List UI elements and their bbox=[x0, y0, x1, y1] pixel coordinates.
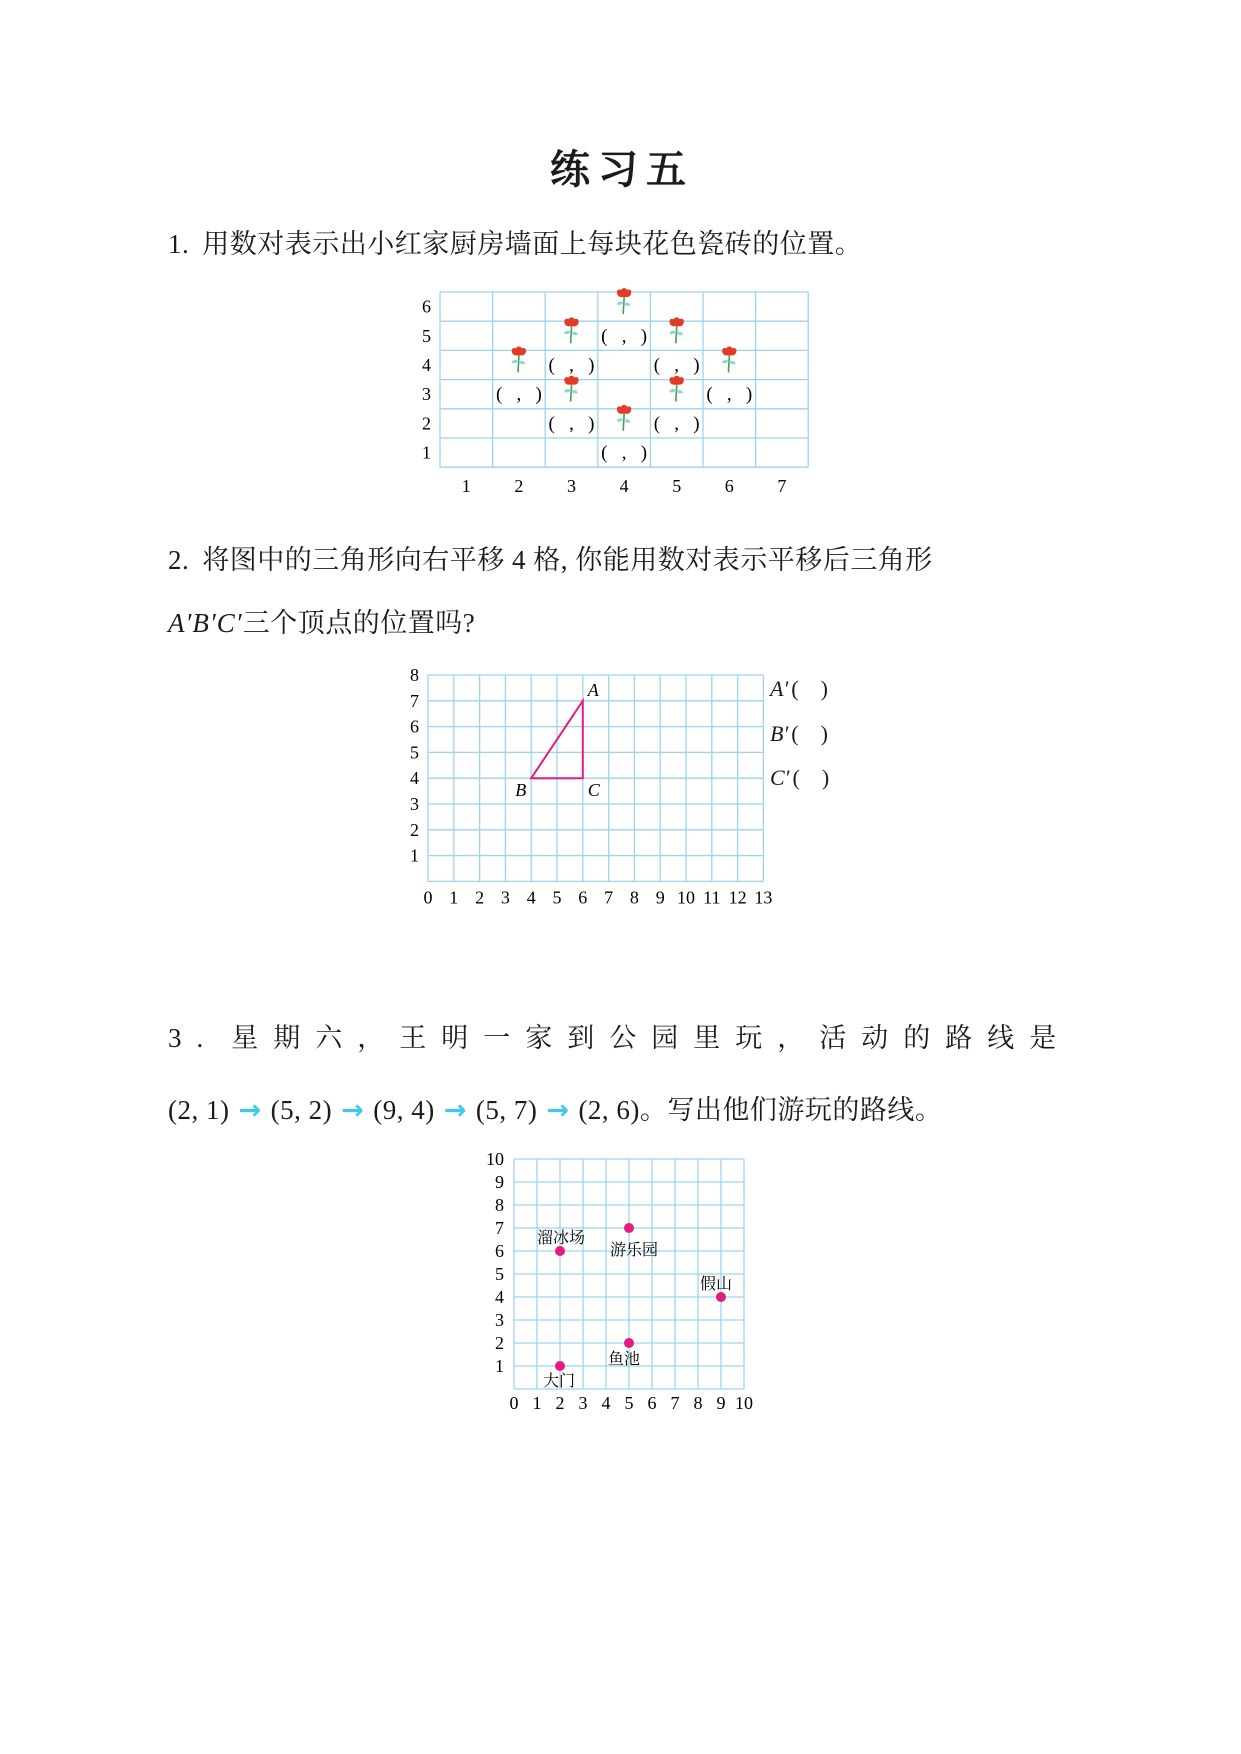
q1-coordinate-blank: ( , ) bbox=[548, 413, 595, 435]
q2-x-axis-label: 3 bbox=[500, 887, 510, 908]
q3-route-line bbox=[168, 1088, 942, 1127]
q1-col-label: 3 bbox=[567, 476, 576, 497]
q2-x-axis-label: 1 bbox=[449, 887, 459, 908]
flower-tile-icon bbox=[564, 317, 579, 343]
q3-x-axis-label: 3 bbox=[578, 1393, 588, 1413]
route-arrow-icon: → bbox=[546, 1095, 570, 1126]
q2-x-axis-label: 13 bbox=[754, 887, 773, 908]
q2-x-axis-label: 10 bbox=[677, 887, 695, 908]
q2-x-axis-label: 7 bbox=[604, 887, 614, 908]
q3-route-point: (9, 4) bbox=[373, 1095, 435, 1125]
q2-answer-b bbox=[770, 721, 829, 766]
flower-tile-icon bbox=[669, 317, 684, 343]
q3-park-map-figure bbox=[470, 1145, 770, 1417]
page-title: 练习五 bbox=[550, 147, 694, 192]
flower-tile-icon bbox=[669, 376, 684, 402]
q2-answer-c-letter: C′ bbox=[770, 765, 790, 790]
q3-x-axis-label: 6 bbox=[647, 1393, 657, 1413]
q3-route-point: (5, 2) bbox=[270, 1095, 333, 1125]
flower-tile-icon bbox=[617, 288, 632, 314]
q3-x-axis-label: 9 bbox=[716, 1393, 726, 1413]
q1-col-label: 1 bbox=[461, 476, 471, 497]
location-dot bbox=[624, 1338, 634, 1348]
q3-y-axis-label: 5 bbox=[495, 1264, 504, 1284]
route-arrow-icon: → bbox=[238, 1095, 262, 1126]
q2-answer-c bbox=[770, 765, 829, 810]
q3-x-axis-label: 4 bbox=[601, 1393, 611, 1413]
q3-number: 3. bbox=[168, 1023, 219, 1053]
q2-answer-b-blank: ( ) bbox=[791, 720, 828, 746]
q2-answer-a bbox=[770, 676, 829, 721]
q2-text2: 三个顶点的位置吗? bbox=[242, 608, 476, 638]
q2-x-axis-label: 4 bbox=[526, 887, 536, 908]
location-label: 溜冰场 bbox=[537, 1230, 586, 1247]
q2-y-axis-label: 5 bbox=[410, 742, 419, 763]
q3-x-axis-label: 8 bbox=[693, 1393, 703, 1413]
q2-triangle-grid-figure bbox=[400, 665, 780, 911]
q3-route-point: (5, 7) bbox=[475, 1095, 538, 1125]
q1-col-label: 4 bbox=[619, 476, 629, 497]
location-label: 游乐园 bbox=[610, 1242, 659, 1259]
location-dot bbox=[555, 1361, 565, 1371]
q3-text: 星期六，王明一家到公园里玩，活动的路线是 bbox=[231, 1023, 1072, 1053]
q2-y-axis-label: 2 bbox=[410, 819, 419, 840]
q2-x-axis-label: 12 bbox=[728, 887, 747, 908]
q1-tile-grid-figure bbox=[405, 285, 817, 503]
q1-row-label: 1 bbox=[422, 442, 431, 463]
q2-y-axis-label: 1 bbox=[410, 845, 419, 866]
grid-lines bbox=[440, 292, 808, 467]
q3-x-axis-label: 5 bbox=[624, 1393, 634, 1413]
q3-x-axis-label: 10 bbox=[735, 1393, 753, 1413]
q2-number: 2. bbox=[168, 545, 190, 575]
q1-coordinate-blank: ( , ) bbox=[601, 442, 648, 464]
q2-y-axis-label: 4 bbox=[410, 768, 419, 789]
location-dot bbox=[716, 1292, 726, 1302]
q1-coordinate-blank: ( , ) bbox=[653, 413, 700, 435]
q2-x-axis-label: 9 bbox=[655, 887, 665, 908]
q3-text-end: 。写出他们游玩的路线。 bbox=[639, 1095, 943, 1125]
route-arrow-icon: → bbox=[443, 1095, 467, 1126]
q1-coordinate-blank: ( , ) bbox=[495, 384, 542, 406]
flower-tile-icon bbox=[511, 347, 526, 373]
q1-coordinate-blank: ( , ) bbox=[706, 384, 753, 406]
q1-text: 用数对表示出小红家厨房墙面上每块花色瓷砖的位置。 bbox=[202, 229, 863, 259]
q3-y-axis-label: 9 bbox=[495, 1172, 504, 1192]
q1-row-label: 2 bbox=[422, 413, 431, 434]
q1-col-label: 7 bbox=[777, 476, 787, 497]
q2-x-axis-label: 11 bbox=[703, 887, 721, 908]
q2-y-axis-label: 8 bbox=[410, 665, 419, 685]
q3-x-axis-label: 1 bbox=[532, 1393, 542, 1413]
q3-x-axis-label: 2 bbox=[555, 1393, 565, 1413]
q3-y-axis-label: 3 bbox=[495, 1310, 504, 1330]
q2-statement-line2 bbox=[168, 601, 475, 640]
q3-y-axis-label: 7 bbox=[495, 1218, 504, 1238]
vertex-label-c: C bbox=[587, 780, 600, 801]
q2-y-axis-label: 3 bbox=[410, 794, 419, 814]
flower-tile-icon bbox=[564, 376, 579, 402]
route-arrow-icon: → bbox=[341, 1095, 365, 1126]
q2-answer-c-blank: ( ) bbox=[792, 765, 830, 790]
q1-col-label: 5 bbox=[672, 476, 682, 497]
q2-answer-b-letter: B′ bbox=[770, 720, 789, 746]
q2-x-axis-label: 8 bbox=[629, 887, 639, 908]
location-dot bbox=[624, 1223, 634, 1233]
q1-statement bbox=[168, 222, 862, 261]
q2-y-axis-label: 7 bbox=[410, 690, 419, 711]
q2-answer-a-letter: A′ bbox=[770, 676, 789, 701]
vertex-label-a: A bbox=[587, 679, 599, 700]
location-dot bbox=[555, 1246, 565, 1256]
q2-vertex-letters: A′B′C′ bbox=[168, 608, 243, 638]
vertex-label-b: B bbox=[515, 780, 527, 801]
q3-route-point: (2, 1) bbox=[168, 1095, 230, 1125]
location-label: 鱼池 bbox=[608, 1351, 641, 1368]
q3-y-axis-label: 1 bbox=[495, 1356, 504, 1376]
q2-text: 将图中的三角形向右平移 4 格, 你能用数对表示平移后三角形 bbox=[202, 545, 933, 575]
q3-y-axis-label: 8 bbox=[495, 1195, 504, 1215]
q3-y-axis-label: 6 bbox=[495, 1241, 504, 1261]
q3-statement-line1 bbox=[168, 1016, 1071, 1055]
q2-statement-line1 bbox=[168, 538, 933, 577]
q1-row-label: 3 bbox=[422, 384, 431, 405]
q3-route-point: (2, 6) bbox=[578, 1095, 640, 1125]
q2-answer-a-blank: ( ) bbox=[791, 676, 828, 701]
q1-col-label: 6 bbox=[724, 476, 734, 497]
q3-y-axis-label: 4 bbox=[495, 1287, 504, 1307]
flower-tile-icon bbox=[722, 347, 737, 373]
q1-coordinate-blank: ( , ) bbox=[601, 325, 648, 347]
q2-x-axis-label: 0 bbox=[423, 887, 433, 908]
q2-x-axis-label: 5 bbox=[552, 887, 562, 908]
q2-answers bbox=[770, 676, 829, 810]
q1-coordinate-blank: ( , ) bbox=[548, 355, 595, 376]
q1-number: 1. bbox=[168, 229, 190, 259]
grid-lines bbox=[428, 675, 763, 881]
q3-y-axis-label: 2 bbox=[495, 1333, 504, 1353]
flower-tile-icon bbox=[617, 405, 632, 431]
location-label: 大门 bbox=[543, 1373, 576, 1390]
q3-x-axis-label: 0 bbox=[509, 1393, 519, 1413]
q1-coordinate-blank: ( , ) bbox=[653, 355, 700, 376]
location-label: 假山 bbox=[700, 1276, 733, 1293]
q2-x-axis-label: 2 bbox=[475, 887, 485, 908]
q2-x-axis-label: 6 bbox=[578, 887, 588, 908]
q2-y-axis-label: 6 bbox=[410, 716, 419, 737]
q3-y-axis-label: 10 bbox=[486, 1149, 504, 1169]
q3-x-axis-label: 7 bbox=[670, 1393, 680, 1413]
q1-row-label: 5 bbox=[422, 325, 431, 346]
q1-row-label: 4 bbox=[422, 355, 431, 375]
q1-row-label: 6 bbox=[422, 296, 431, 317]
q1-col-label: 2 bbox=[514, 476, 524, 497]
